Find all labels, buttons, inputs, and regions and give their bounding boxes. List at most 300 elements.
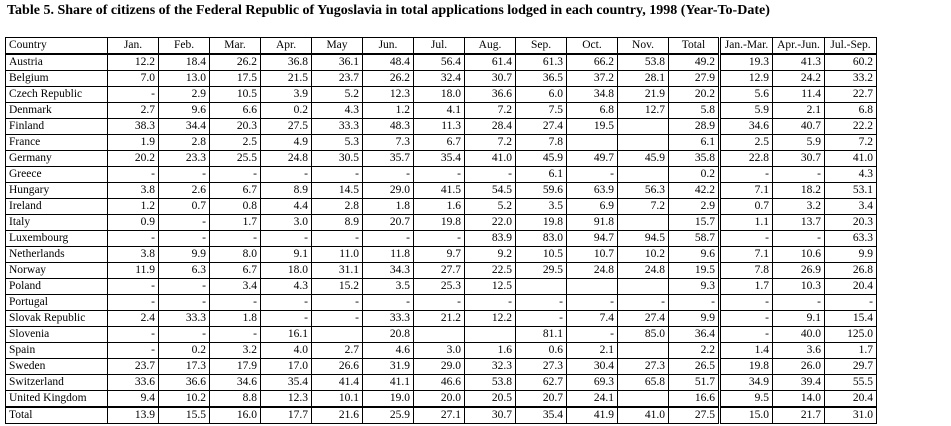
- table-cell: -: [414, 167, 465, 183]
- table-cell: 59.6: [516, 183, 567, 199]
- table-cell: -: [312, 295, 363, 311]
- table-cell: 25.5: [210, 151, 261, 167]
- table-cell: 17.5: [210, 71, 261, 87]
- table-cell: May: [312, 38, 363, 55]
- table-cell: 35.8: [669, 151, 720, 167]
- table-cell: -: [108, 343, 159, 359]
- table-cell: -: [108, 327, 159, 343]
- table-cell: 20.2: [669, 87, 720, 103]
- table-cell: 26.2: [363, 71, 414, 87]
- table-cell: 5.2: [465, 199, 516, 215]
- table-cell: 9.6: [159, 103, 210, 119]
- row-label: Greece: [6, 167, 108, 183]
- table-cell: 6.6: [210, 103, 261, 119]
- table-cell: [465, 327, 516, 343]
- table-cell: 41.1: [363, 375, 414, 391]
- row-label: Ireland: [6, 199, 108, 215]
- table-cell: 9.7: [414, 247, 465, 263]
- table-cell: 10.2: [159, 391, 210, 408]
- table-cell: Jan.: [108, 38, 159, 55]
- total-row: [6, 407, 877, 424]
- table-cell: 8.9: [261, 183, 312, 199]
- table-cell: 26.8: [825, 263, 877, 279]
- row-label: Sweden: [6, 359, 108, 375]
- table-cell: 39.4: [773, 375, 825, 391]
- table-cell: -: [312, 167, 363, 183]
- table-cell: 10.1: [312, 391, 363, 408]
- table-cell: Oct.: [567, 38, 618, 55]
- table-cell: 8.9: [312, 215, 363, 231]
- table-cell: 12.2: [108, 54, 159, 71]
- table-cell: -: [414, 295, 465, 311]
- table-cell: -: [720, 327, 773, 343]
- row-label: Slovenia: [6, 327, 108, 343]
- table-cell: 2.7: [108, 103, 159, 119]
- table-cell: 36.4: [669, 327, 720, 343]
- table-cell: 24.8: [618, 263, 669, 279]
- table-cell: 49.7: [567, 151, 618, 167]
- table-cell: 16.1: [261, 327, 312, 343]
- table-cell: 41.4: [312, 375, 363, 391]
- table-cell: 54.5: [465, 183, 516, 199]
- table-cell: -: [363, 231, 414, 247]
- table-cell: 24.2: [773, 71, 825, 87]
- table-cell: 81.1: [516, 327, 567, 343]
- table-cell: 7.8: [720, 263, 773, 279]
- table-cell: Apr.-Jun.: [773, 38, 825, 55]
- table-cell: 37.2: [567, 71, 618, 87]
- table-cell: [618, 279, 669, 295]
- table-cell: 22.7: [825, 87, 877, 103]
- row-label: Denmark: [6, 103, 108, 119]
- table-cell: 2.9: [159, 87, 210, 103]
- table-cell: 27.3: [618, 359, 669, 375]
- table-cell: 30.7: [465, 71, 516, 87]
- table-cell: 53.8: [465, 375, 516, 391]
- table-cell: 61.3: [516, 54, 567, 71]
- row-label: Hungary: [6, 183, 108, 199]
- table-cell: -: [261, 231, 312, 247]
- table-cell: 33.3: [159, 311, 210, 327]
- table-cell: 20.0: [414, 391, 465, 408]
- table-cell: 12.3: [363, 87, 414, 103]
- table-row: [6, 71, 877, 87]
- table-cell: 21.7: [773, 407, 825, 424]
- table-cell: 34.6: [210, 375, 261, 391]
- table-row: [6, 151, 877, 167]
- table-cell: 15.5: [159, 407, 210, 424]
- table-cell: -: [159, 327, 210, 343]
- table-cell: 56.3: [618, 183, 669, 199]
- table-cell: 24.1: [567, 391, 618, 408]
- table-cell: 12.7: [618, 103, 669, 119]
- table-row: [6, 375, 877, 391]
- table-cell: -: [159, 215, 210, 231]
- table-cell: 6.3: [159, 263, 210, 279]
- table-cell: 15.7: [669, 215, 720, 231]
- table-row: [6, 199, 877, 215]
- table-cell: 36.8: [261, 54, 312, 71]
- table-cell: 10.7: [567, 247, 618, 263]
- table-cell: 20.4: [825, 391, 877, 408]
- table-cell: 7.2: [825, 135, 877, 151]
- table-cell: 29.5: [516, 263, 567, 279]
- row-label: Finland: [6, 119, 108, 135]
- table-cell: 9.1: [773, 311, 825, 327]
- table-cell: [567, 135, 618, 151]
- table-cell: Aug.: [465, 38, 516, 55]
- table-cell: -: [261, 295, 312, 311]
- table-cell: -: [618, 295, 669, 311]
- table-row: [6, 87, 877, 103]
- table-cell: 22.0: [465, 215, 516, 231]
- table-cell: 61.4: [465, 54, 516, 71]
- table-cell: 31.1: [312, 263, 363, 279]
- table-cell: 15.4: [825, 311, 877, 327]
- table-cell: 3.5: [363, 279, 414, 295]
- table-cell: 48.4: [363, 54, 414, 71]
- table-cell: 7.2: [465, 103, 516, 119]
- table-cell: 27.4: [618, 311, 669, 327]
- table-cell: 10.5: [516, 247, 567, 263]
- table-cell: -: [210, 167, 261, 183]
- table-row: [6, 167, 877, 183]
- row-label: Switzerland: [6, 375, 108, 391]
- table-cell: [567, 279, 618, 295]
- data-table: [5, 37, 877, 424]
- table-cell: 20.4: [825, 279, 877, 295]
- table-cell: -: [669, 295, 720, 311]
- table-cell: 4.3: [312, 103, 363, 119]
- table-cell: 45.9: [516, 151, 567, 167]
- table-cell: 34.9: [720, 375, 773, 391]
- table-cell: 2.8: [312, 199, 363, 215]
- table-row: [6, 103, 877, 119]
- table-cell: -: [567, 295, 618, 311]
- table-cell: 6.1: [516, 167, 567, 183]
- table-cell: 41.0: [618, 407, 669, 424]
- table-cell: -: [773, 231, 825, 247]
- table-cell: 20.3: [825, 215, 877, 231]
- table-cell: 1.7: [825, 343, 877, 359]
- table-cell: 12.5: [465, 279, 516, 295]
- table-cell: -: [720, 311, 773, 327]
- table-cell: -: [414, 231, 465, 247]
- table-cell: 4.3: [825, 167, 877, 183]
- table-cell: 15.0: [720, 407, 773, 424]
- table-cell: 28.1: [618, 71, 669, 87]
- table-cell: 41.5: [414, 183, 465, 199]
- table-cell: 3.2: [773, 199, 825, 215]
- table-cell: -: [720, 231, 773, 247]
- table-cell: 94.7: [567, 231, 618, 247]
- table-cell: 35.7: [363, 151, 414, 167]
- table-cell: 26.0: [773, 359, 825, 375]
- table-cell: 29.0: [363, 183, 414, 199]
- table-cell: 4.4: [261, 199, 312, 215]
- table-cell: 0.6: [516, 343, 567, 359]
- table-cell: 0.2: [261, 103, 312, 119]
- table-cell: 4.3: [261, 279, 312, 295]
- table-cell: 3.4: [825, 199, 877, 215]
- table-cell: 56.4: [414, 54, 465, 71]
- table-cell: 30.7: [773, 151, 825, 167]
- table-row: [6, 295, 877, 311]
- table-cell: 1.2: [363, 103, 414, 119]
- table-row: [6, 279, 877, 295]
- table-cell: 38.3: [108, 119, 159, 135]
- table-cell: 42.2: [669, 183, 720, 199]
- table-cell: 7.2: [618, 199, 669, 215]
- table-cell: 33.3: [363, 311, 414, 327]
- table-cell: 6.0: [516, 87, 567, 103]
- table-cell: 9.9: [825, 247, 877, 263]
- table-cell: -: [312, 311, 363, 327]
- table-cell: -: [210, 295, 261, 311]
- table-cell: 22.5: [465, 263, 516, 279]
- table-cell: 31.9: [363, 359, 414, 375]
- table-cell: 36.6: [159, 375, 210, 391]
- table-row: [6, 183, 877, 199]
- table-cell: 36.5: [516, 71, 567, 87]
- table-cell: 18.0: [261, 263, 312, 279]
- table-cell: -: [363, 295, 414, 311]
- table-cell: 0.2: [159, 343, 210, 359]
- table-cell: 6.9: [567, 199, 618, 215]
- table-cell: 13.0: [159, 71, 210, 87]
- table-cell: 55.5: [825, 375, 877, 391]
- table-cell: 29.7: [825, 359, 877, 375]
- table-cell: Total: [669, 38, 720, 55]
- table-cell: 83.0: [516, 231, 567, 247]
- table-cell: 17.0: [261, 359, 312, 375]
- table-cell: 27.5: [669, 407, 720, 424]
- table-cell: 63.3: [825, 231, 877, 247]
- table-cell: 8.0: [210, 247, 261, 263]
- table-cell: [618, 135, 669, 151]
- table-cell: 0.8: [210, 199, 261, 215]
- table-cell: 51.7: [669, 375, 720, 391]
- table-cell: 3.0: [261, 215, 312, 231]
- table-cell: 1.1: [720, 215, 773, 231]
- table-row: [6, 327, 877, 343]
- table-cell: 19.5: [669, 263, 720, 279]
- table-cell: -: [312, 231, 363, 247]
- table-cell: 46.6: [414, 375, 465, 391]
- table-cell: 9.5: [720, 391, 773, 408]
- table-cell: 7.0: [108, 71, 159, 87]
- table-cell: 65.8: [618, 375, 669, 391]
- table-cell: 0.9: [108, 215, 159, 231]
- table-cell: 21.2: [414, 311, 465, 327]
- table-cell: 58.7: [669, 231, 720, 247]
- table-cell: 9.2: [465, 247, 516, 263]
- table-cell: 9.4: [108, 391, 159, 408]
- table-cell: 23.3: [159, 151, 210, 167]
- table-cell: Sep.: [516, 38, 567, 55]
- table-cell: 21.6: [312, 407, 363, 424]
- table-row: [6, 343, 877, 359]
- table-cell: -: [363, 167, 414, 183]
- table-cell: 2.2: [669, 343, 720, 359]
- table-row: [6, 311, 877, 327]
- table-cell: 23.7: [312, 71, 363, 87]
- table-cell: -: [773, 295, 825, 311]
- table-cell: 41.9: [567, 407, 618, 424]
- table-cell: 7.1: [720, 247, 773, 263]
- table-cell: 26.9: [773, 263, 825, 279]
- table-cell: 19.8: [414, 215, 465, 231]
- table-cell: 13.9: [108, 407, 159, 424]
- table-cell: 1.4: [720, 343, 773, 359]
- table-cell: -: [108, 279, 159, 295]
- table-cell: 19.0: [363, 391, 414, 408]
- table-row: [6, 119, 877, 135]
- table-cell: -: [516, 295, 567, 311]
- table-cell: 20.8: [363, 327, 414, 343]
- table-cell: 9.9: [159, 247, 210, 263]
- table-cell: 2.1: [773, 103, 825, 119]
- table-cell: -: [210, 327, 261, 343]
- table-cell: -: [159, 279, 210, 295]
- table-cell: [618, 391, 669, 408]
- header-row: [6, 38, 877, 55]
- table-cell: 7.3: [363, 135, 414, 151]
- table-cell: 7.4: [567, 311, 618, 327]
- table-cell: -: [108, 295, 159, 311]
- table-cell: Jul.: [414, 38, 465, 55]
- table-cell: 26.2: [210, 54, 261, 71]
- table-cell: [516, 279, 567, 295]
- row-label: Luxembourg: [6, 231, 108, 247]
- table-cell: 22.2: [825, 119, 877, 135]
- table-cell: Apr.: [261, 38, 312, 55]
- table-cell: 19.3: [720, 54, 773, 71]
- table-cell: 6.1: [669, 135, 720, 151]
- table-cell: Jan.-Mar.: [720, 38, 773, 55]
- row-label: Austria: [6, 54, 108, 71]
- row-label: Country: [6, 38, 108, 55]
- table-cell: 1.6: [465, 343, 516, 359]
- table-cell: 34.3: [363, 263, 414, 279]
- table-cell: -: [210, 231, 261, 247]
- table-cell: 69.3: [567, 375, 618, 391]
- table-cell: 18.2: [773, 183, 825, 199]
- table-cell: 125.0: [825, 327, 877, 343]
- table-cell: 11.8: [363, 247, 414, 263]
- table-row: [6, 391, 877, 408]
- table-cell: 27.7: [414, 263, 465, 279]
- table-cell: -: [825, 295, 877, 311]
- table-cell: 34.6: [720, 119, 773, 135]
- table-cell: 94.5: [618, 231, 669, 247]
- table-cell: Nov.: [618, 38, 669, 55]
- table-cell: -: [773, 167, 825, 183]
- table-cell: 19.8: [516, 215, 567, 231]
- table-cell: 3.9: [261, 87, 312, 103]
- table-cell: 91.8: [567, 215, 618, 231]
- table-cell: 40.7: [773, 119, 825, 135]
- table-cell: 7.1: [720, 183, 773, 199]
- row-label: Slovak Republic: [6, 311, 108, 327]
- table-cell: -: [261, 311, 312, 327]
- row-label: Norway: [6, 263, 108, 279]
- table-cell: -: [720, 167, 773, 183]
- table-cell: Feb.: [159, 38, 210, 55]
- table-cell: 3.4: [210, 279, 261, 295]
- table-cell: 28.4: [465, 119, 516, 135]
- table-cell: 25.9: [363, 407, 414, 424]
- row-label: Spain: [6, 343, 108, 359]
- table-cell: 22.8: [720, 151, 773, 167]
- table-title: Table 5. Share of citizens of the Federal Republic of Yugoslavia in total applications lodged in each country, 1998 (Year-To-Date): [7, 3, 770, 18]
- table-cell: 1.7: [210, 215, 261, 231]
- table-cell: 34.8: [567, 87, 618, 103]
- table-cell: 11.3: [414, 119, 465, 135]
- table-cell: 5.8: [669, 103, 720, 119]
- table-cell: 6.7: [414, 135, 465, 151]
- table-cell: 14.5: [312, 183, 363, 199]
- table-cell: 8.8: [210, 391, 261, 408]
- table-cell: 30.5: [312, 151, 363, 167]
- table-cell: 41.0: [825, 151, 877, 167]
- table-cell: 2.4: [108, 311, 159, 327]
- table-cell: Mar.: [210, 38, 261, 55]
- table-cell: 27.4: [516, 119, 567, 135]
- table-cell: 17.3: [159, 359, 210, 375]
- table-cell: 20.7: [516, 391, 567, 408]
- table-cell: 27.9: [669, 71, 720, 87]
- table-cell: 3.8: [108, 183, 159, 199]
- table-cell: -: [108, 87, 159, 103]
- row-label: Italy: [6, 215, 108, 231]
- table-cell: 3.0: [414, 343, 465, 359]
- row-label: Portugal: [6, 295, 108, 311]
- table-cell: [618, 343, 669, 359]
- table-cell: 35.4: [414, 151, 465, 167]
- table-cell: 1.2: [108, 199, 159, 215]
- table-cell: 60.2: [825, 54, 877, 71]
- table-cell: 1.6: [414, 199, 465, 215]
- table-row: [6, 231, 877, 247]
- table-cell: 13.7: [773, 215, 825, 231]
- table-cell: 0.2: [669, 167, 720, 183]
- table-cell: 6.8: [567, 103, 618, 119]
- table-cell: 20.3: [210, 119, 261, 135]
- row-label: Poland: [6, 279, 108, 295]
- table-cell: -: [720, 295, 773, 311]
- row-label: United Kingdom: [6, 391, 108, 408]
- table-cell: -: [465, 167, 516, 183]
- table-cell: 3.2: [210, 343, 261, 359]
- table-cell: 27.5: [261, 119, 312, 135]
- table-cell: 36.1: [312, 54, 363, 71]
- table-cell: 3.8: [108, 247, 159, 263]
- table-cell: 11.9: [108, 263, 159, 279]
- row-label: Belgium: [6, 71, 108, 87]
- table-cell: 1.8: [210, 311, 261, 327]
- table-cell: -: [261, 167, 312, 183]
- row-label: France: [6, 135, 108, 151]
- table-cell: 19.5: [567, 119, 618, 135]
- table-cell: 10.3: [773, 279, 825, 295]
- table-cell: -: [465, 295, 516, 311]
- table-cell: 66.2: [567, 54, 618, 71]
- table-row: [6, 247, 877, 263]
- table-cell: 1.8: [363, 199, 414, 215]
- table-row: [6, 263, 877, 279]
- table-cell: 41.3: [773, 54, 825, 71]
